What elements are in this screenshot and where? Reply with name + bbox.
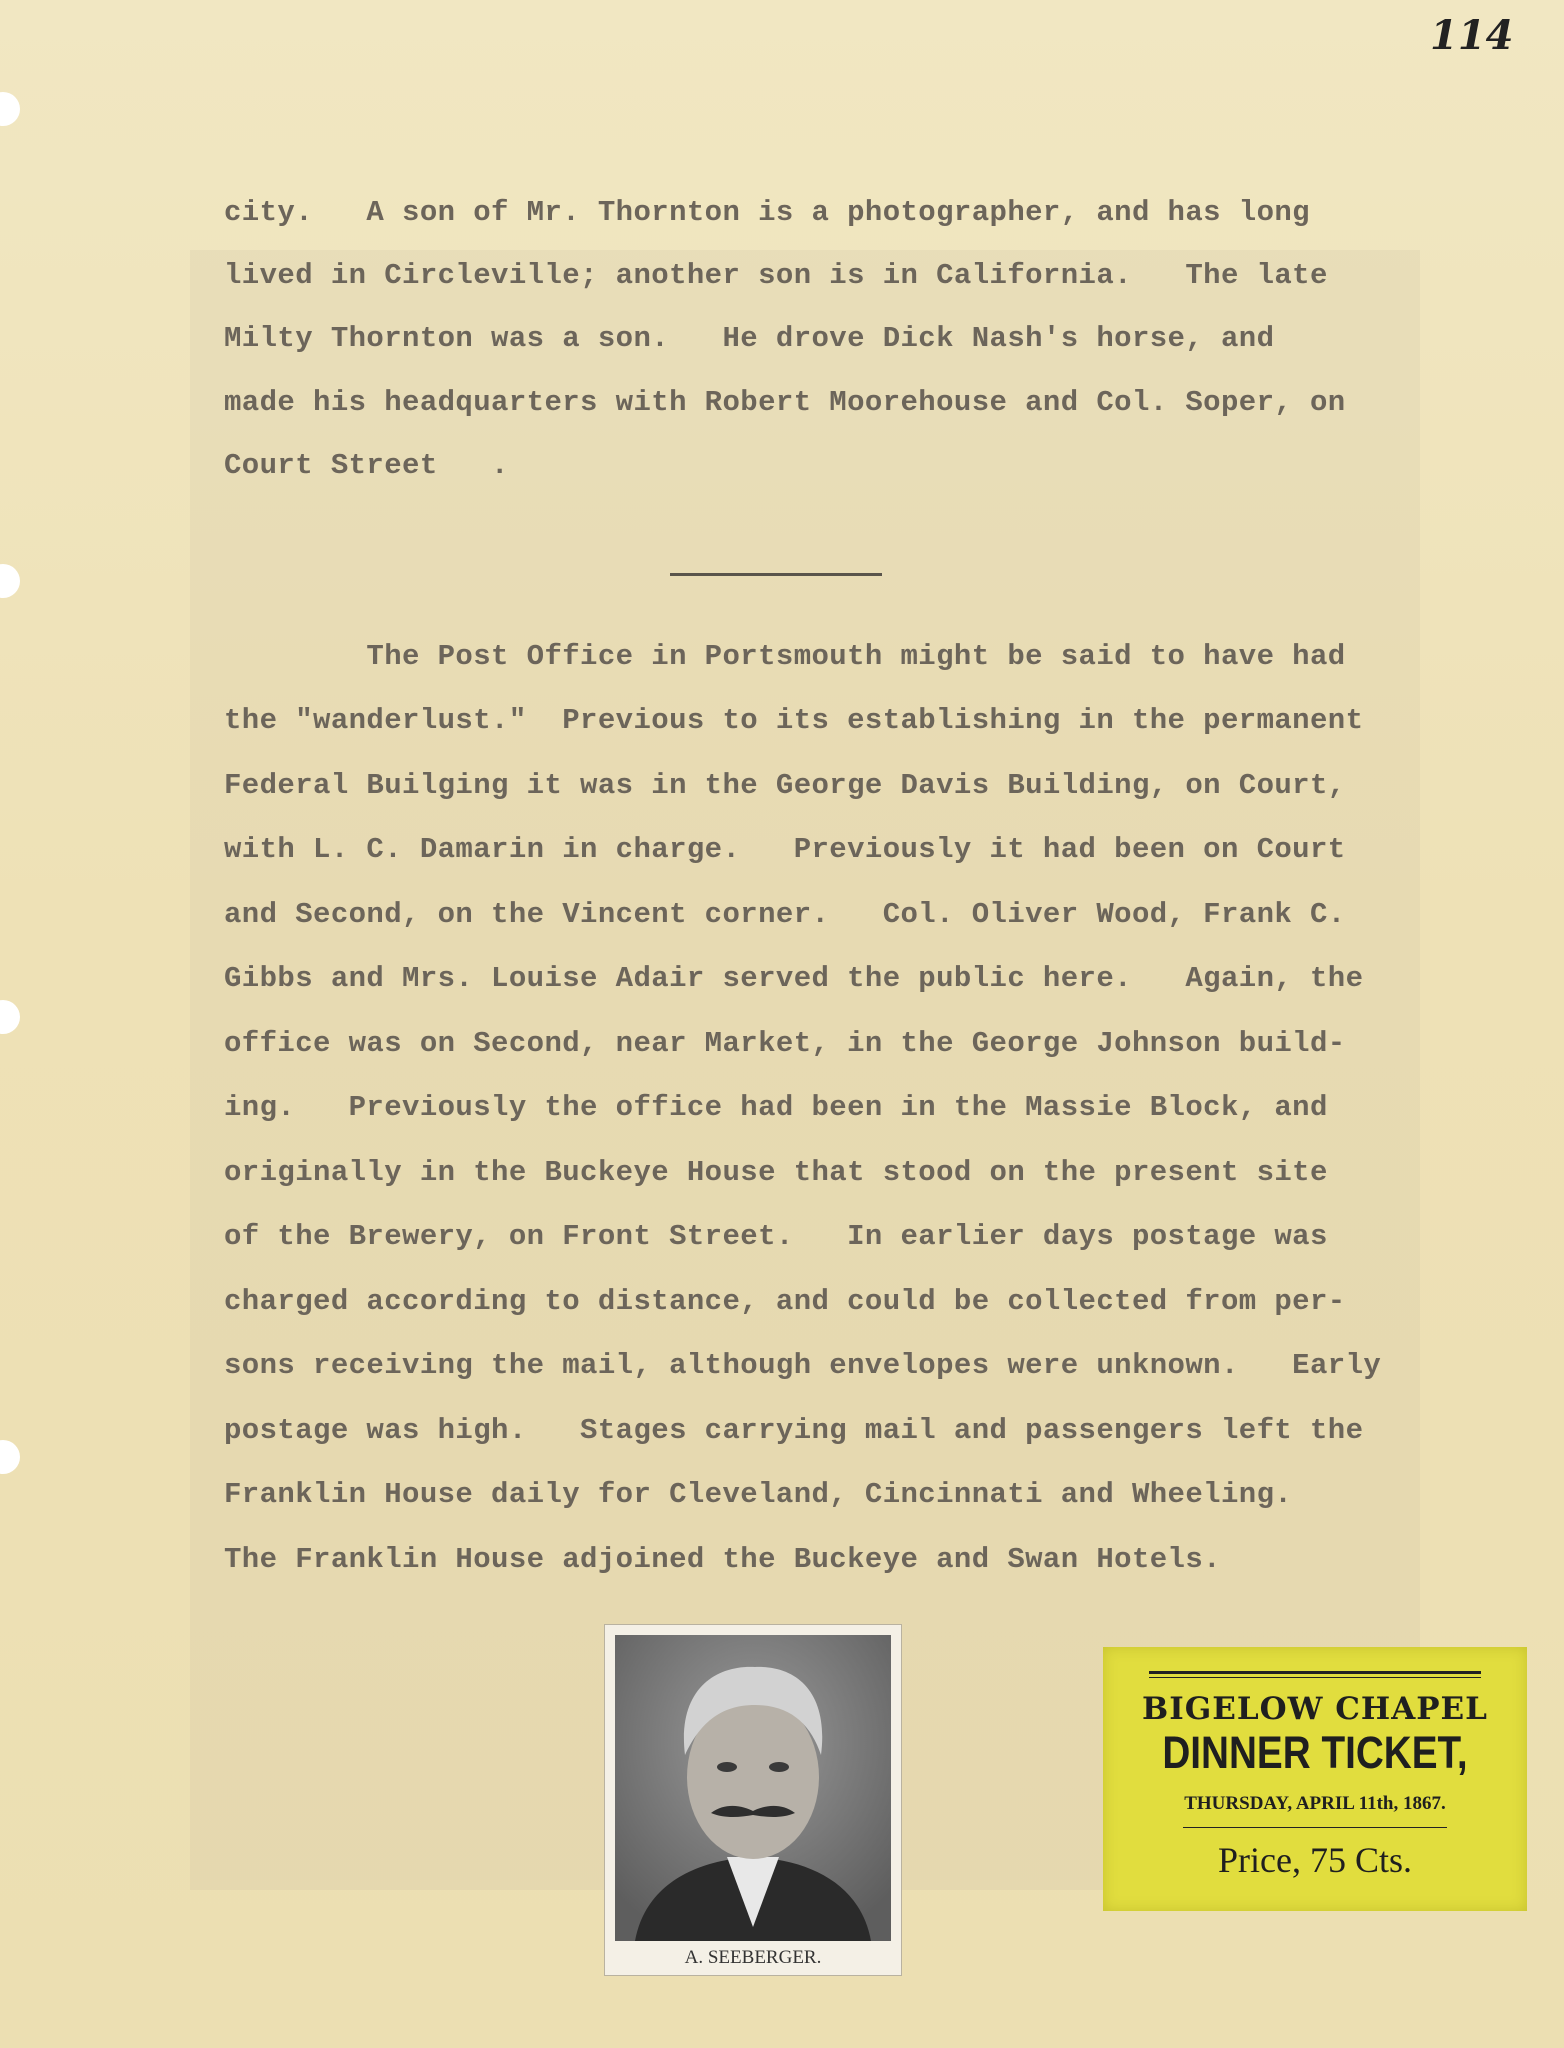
text-line: the "wanderlust." Previous to its establishing in the permanent [224,704,1364,737]
text-line: Court Street . [224,449,509,482]
text-line: and Second, on the Vincent corner. Col. Oliver Wood, Frank C. [224,898,1346,931]
text-line: charged according to distance, and could be collected from per- [224,1285,1346,1318]
text-line: originally in the Buckeye House that stood on the present site [224,1156,1328,1189]
text-line: The Franklin House adjoined the Buckeye and Swan Hotels. [224,1543,1221,1576]
binder-hole [0,1000,20,1034]
section-divider [670,573,882,576]
text-line: of the Brewery, on Front Street. In earlier days postage was [224,1220,1328,1253]
dinner-ticket [1103,1647,1527,1911]
portrait-photo [615,1635,891,1941]
text-line: Franklin House daily for Cleveland, Cincinnati and Wheeling. [224,1478,1293,1511]
text-line: Gibbs and Mrs. Louise Adair served the public here. Again, the [224,962,1364,995]
right-eye [769,1762,789,1772]
ticket-title: DINNER TICKET, [1162,1727,1468,1778]
ticket-date: THURSDAY, APRIL 11th, 1867. [1184,1793,1446,1814]
binder-hole [0,564,20,598]
ticket-rule [1183,1827,1447,1828]
binder-hole [0,1440,20,1474]
page-number: 114 [1430,12,1514,59]
text-line: The Post Office in Portsmouth might be said to have had [224,640,1346,673]
portrait-illustration [615,1635,891,1941]
text-line: with L. C. Damarin in charge. Previously it had been on Court [224,833,1346,866]
portrait-caption: A. SEEBERGER. [684,1947,822,1968]
text-line: Federal Builging it was in the George Davis Building, on Court, [224,769,1346,802]
text-line: sons receiving the mail, although envelopes were unknown. Early [224,1349,1382,1382]
text-line: city. A son of Mr. Thornton is a photographer, and has long [224,196,1310,229]
text-line: office was on Second, near Market, in the George Johnson build- [224,1027,1346,1060]
text-line: made his headquarters with Robert Moorehouse and Col. Soper, on [224,386,1346,419]
text-line: lived in Circleville; another son is in California. The late [224,259,1328,292]
ticket-chapel-name: BIGELOW CHAPEL [1142,1691,1488,1727]
left-eye [717,1762,737,1772]
ticket-rule [1149,1677,1481,1678]
text-line: postage was high. Stages carrying mail and passengers left the [224,1414,1364,1447]
ticket-rule [1149,1671,1481,1674]
text-line: Milty Thornton was a son. He drove Dick Nash's horse, and [224,322,1275,355]
text-line: ing. Previously the office had been in the Massie Block, and [224,1091,1328,1124]
binder-hole [0,92,20,126]
ticket-price: Price, 75 Cts. [1218,1840,1412,1880]
portrait-clipping [604,1624,902,1976]
